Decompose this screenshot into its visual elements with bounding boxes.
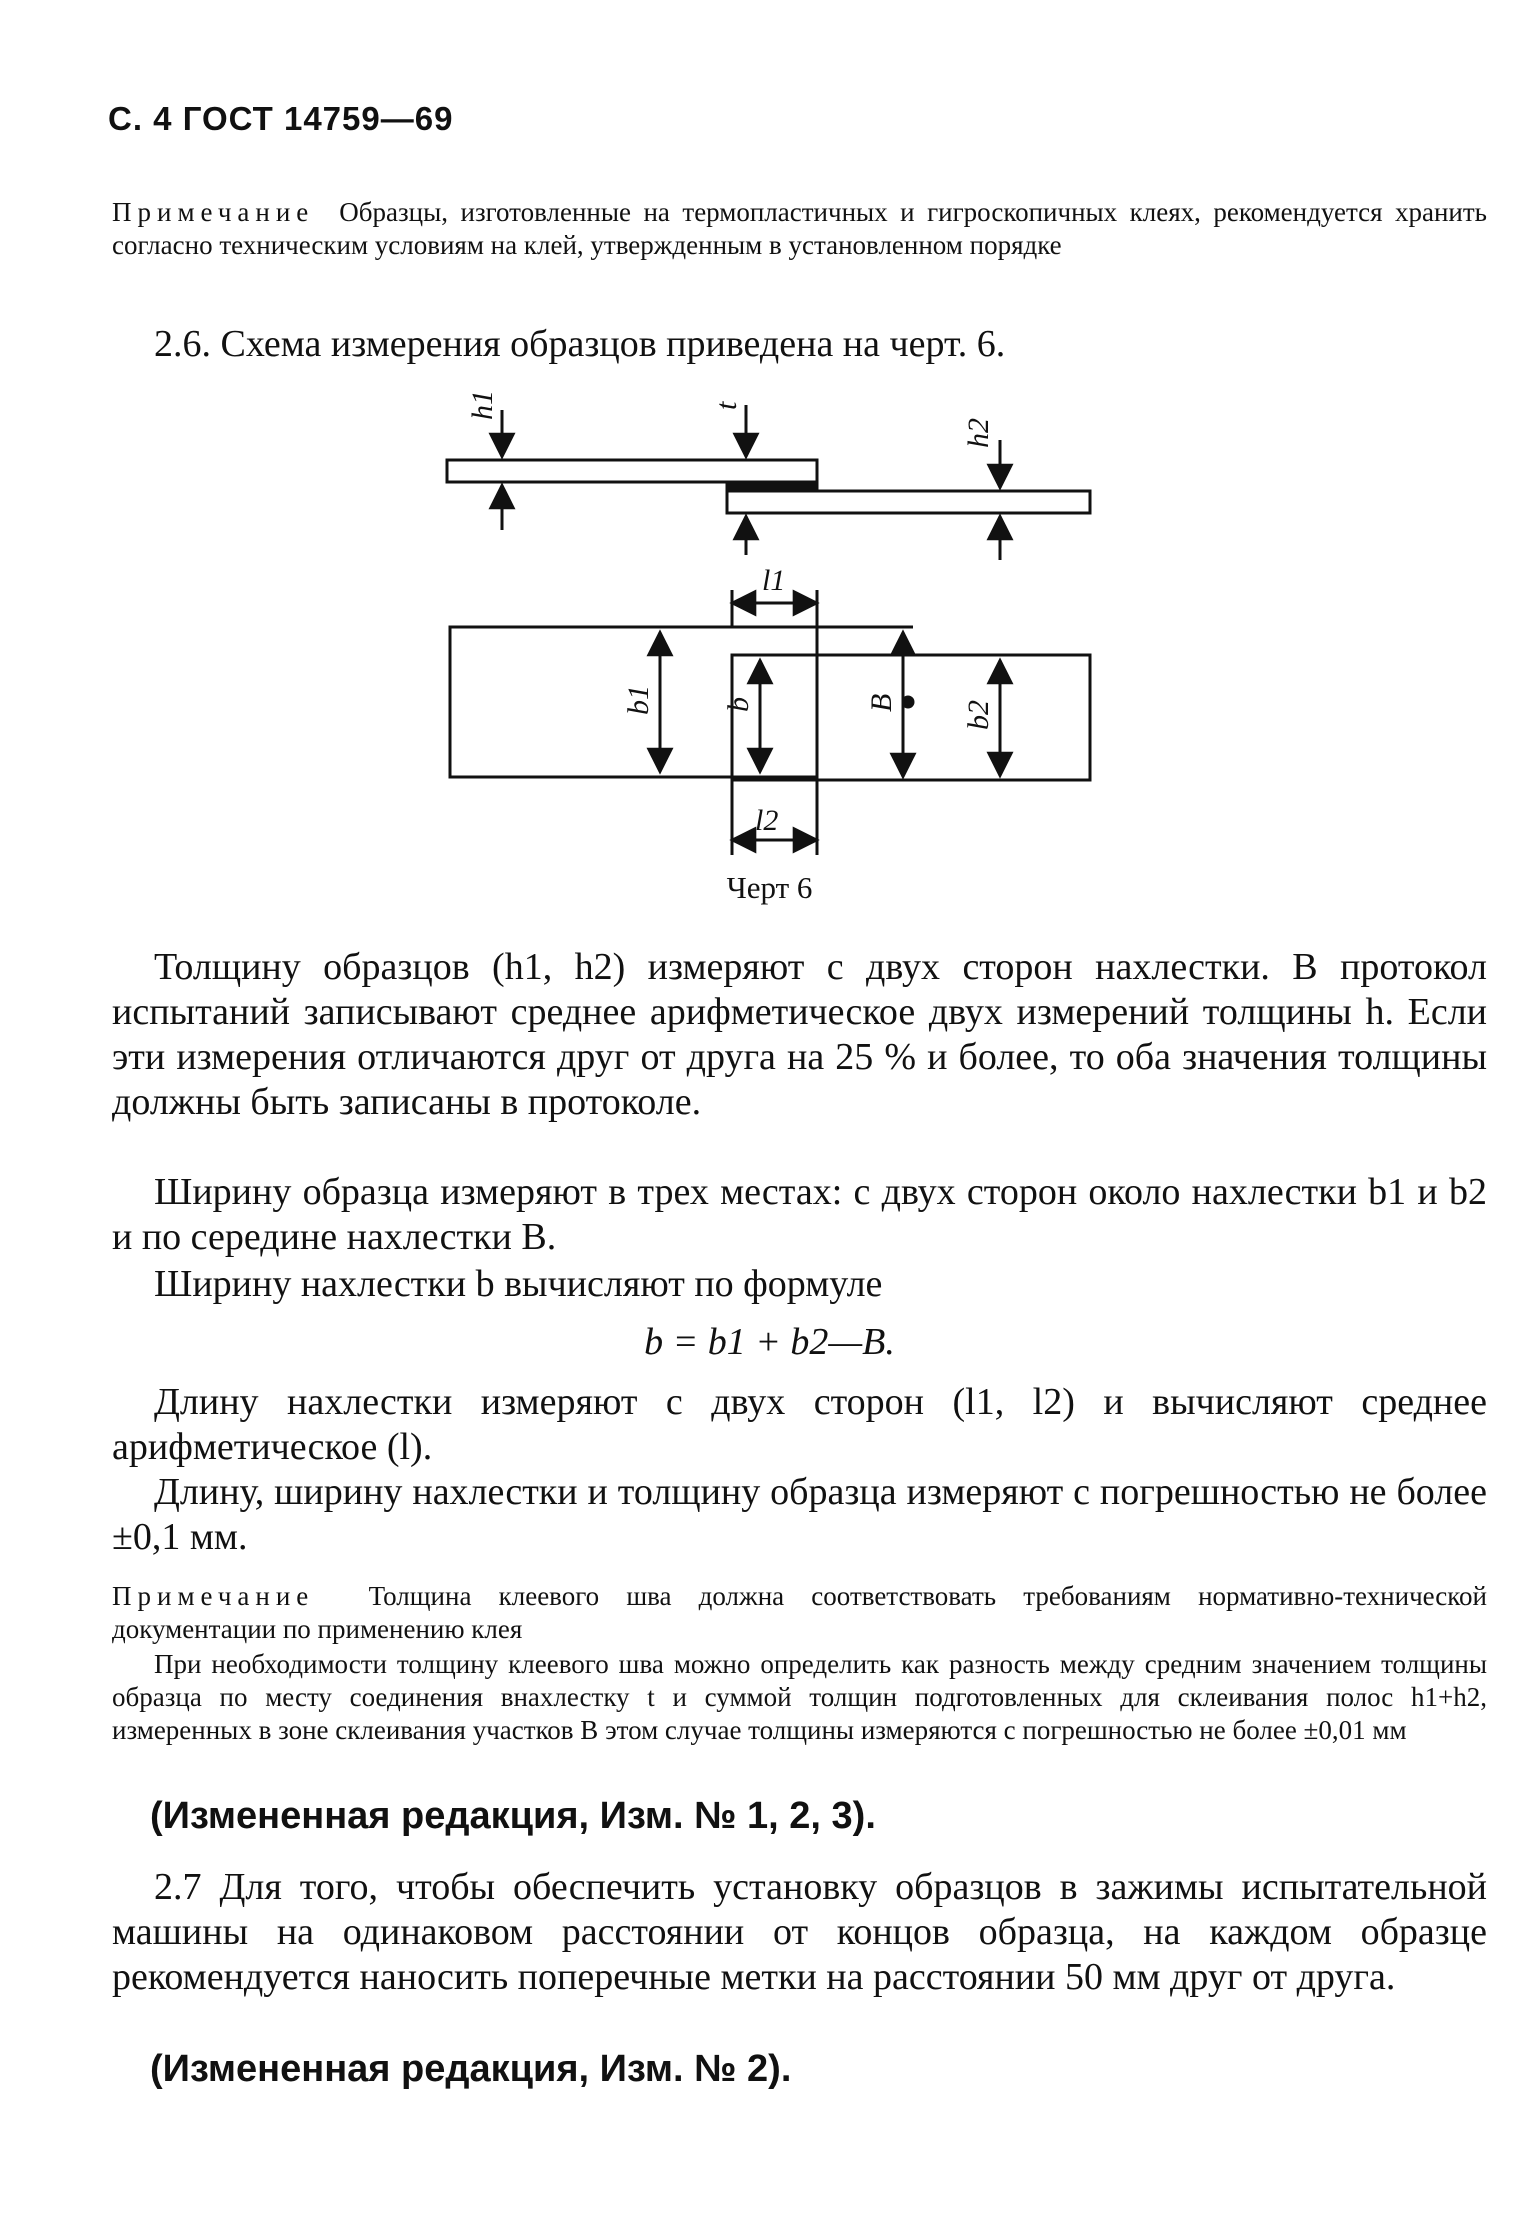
lower-strip-side — [727, 491, 1090, 513]
amendment-note-2: (Измененная редакция, Изм. № 2). — [150, 2048, 792, 2090]
label-l1: l1 — [762, 564, 786, 597]
note-text-1: Толщина клеевого шва должна соответствовать требованиям нормативно-технической документации по применению клея — [112, 1581, 1487, 1644]
figure-caption: Черт 6 — [726, 870, 813, 905]
label-b1: b1 — [622, 685, 655, 715]
label-l2: l2 — [755, 804, 779, 837]
formula: b = b1 + b2—B. — [644, 1321, 895, 1363]
lower-strip-plan — [732, 655, 1090, 780]
amendment-note-1: (Измененная редакция, Изм. № 1, 2, 3). — [150, 1795, 876, 1837]
para-formula-intro: Ширину нахлестки b вычисляют по формуле — [154, 1263, 883, 1305]
para-width: Ширину образца измеряют в трех местах: с двух сторон около нахлестки b1 и b2 и по середине нахлестки B. — [112, 1171, 1487, 1258]
para-thickness: Толщину образцов (h1, h2) измеряют с двух сторон нахлестки. В протокол испытаний записывают среднее арифметическое двух измерений толщины h. Если эти измерения отличаются друг от друга на 25 % и более, то оба значения толщины должны быть записаны в протоколе. — [112, 946, 1487, 1123]
section-2-7: 2.7 Для того, чтобы обеспечить установку образцов в зажимы испытательной машины на одинаковом расстоянии от концов образца, на каждом образце рекомендуется наносить поперечные метки на расстоянии 50 мм друг от друга. — [112, 1866, 1487, 1998]
para-length: Длину нахлестки измеряют с двух сторон (l1, l2) и вычисляют среднее арифметическое (l). — [112, 1381, 1487, 1468]
section-2-6: 2.6. Схема измерения образцов приведена на черт. 6. — [154, 323, 1006, 365]
label-h1: h1 — [466, 390, 499, 420]
note-text: Образцы, изготовленные на термопластичных и гигроскопичных клеях, рекомендуется хранить согласно техническим условиям на клей, утвержденным в установленном порядке — [112, 197, 1487, 260]
upper-strip-side — [447, 460, 817, 482]
label-b2: b2 — [962, 700, 995, 730]
note-lead: Примечание — [112, 1581, 315, 1611]
glue-layer — [727, 482, 817, 491]
note-glue-calculation: При необходимости толщину клеевого шва можно определить как разность между средним значением толщины образца по месту соединения внахлестку t и суммой толщин подготовленных для склеивания полос h1+h2, измеренных в зоне склеивания участков В этом случае толщины измеряются с погрешностью не более ±0,01 мм — [112, 1649, 1487, 1745]
label-B: B — [865, 693, 898, 712]
note-lead: Примечание — [112, 197, 315, 227]
para-accuracy: Длину, ширину нахлестки и толщину образца измеряют с погрешностью не более ±0,1 мм. — [112, 1471, 1487, 1558]
page-header: С. 4 ГОСТ 14759—69 — [108, 100, 454, 137]
measurement-scheme-figure — [0, 0, 1539, 940]
note-glue-thickness — [112, 1580, 1487, 1646]
label-t: t — [710, 401, 743, 410]
label-b: b — [722, 697, 755, 712]
label-h2: h2 — [962, 418, 995, 448]
